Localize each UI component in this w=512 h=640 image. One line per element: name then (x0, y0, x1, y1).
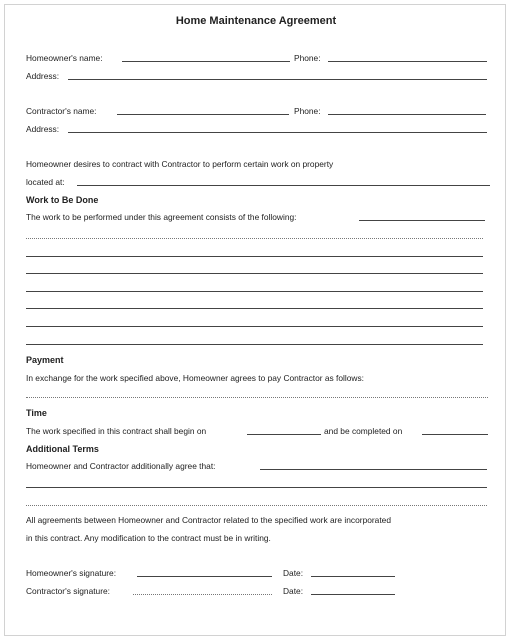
contractor-signature-field[interactable] (133, 594, 272, 595)
work-field-first-line[interactable] (359, 220, 485, 221)
work-line[interactable] (26, 273, 483, 274)
homeowner-address-field[interactable] (68, 79, 487, 80)
work-line[interactable] (26, 344, 483, 345)
contractor-address-label: Address: (26, 124, 60, 134)
additional-terms-line[interactable] (26, 505, 487, 506)
time-begin-text: The work specified in this contract shall begin on (26, 426, 207, 436)
contractor-phone-field[interactable] (328, 114, 486, 115)
contractor-phone-label: Phone: (294, 106, 321, 116)
additional-terms-text: Homeowner and Contractor additionally agree that: (26, 461, 216, 471)
contractor-signature-label: Contractor's signature: (26, 586, 110, 596)
payment-heading: Payment (26, 355, 64, 365)
contractor-date-label: Date: (283, 586, 304, 596)
homeowner-name-label: Homeowner's name: (26, 53, 103, 63)
completion-date-field[interactable] (422, 434, 488, 435)
additional-terms-heading: Additional Terms (26, 444, 99, 454)
closing-text-line-1: All agreements between Homeowner and Contractor related to the specified work are incorporated (26, 515, 391, 525)
homeowner-date-label: Date: (283, 568, 304, 578)
contractor-address-field[interactable] (68, 132, 487, 133)
time-complete-text: and be completed on (324, 426, 403, 436)
work-text: The work to be performed under this agreement consists of the following: (26, 212, 297, 222)
payment-text: In exchange for the work specified above, Homeowner agrees to pay Contractor as follows: (26, 373, 364, 383)
intro-text: Homeowner desires to contract with Contractor to perform certain work on property (26, 159, 334, 169)
work-line[interactable] (26, 308, 483, 309)
homeowner-signature-field[interactable] (137, 576, 272, 577)
homeowner-signature-label: Homeowner's signature: (26, 568, 117, 578)
start-date-field[interactable] (247, 434, 321, 435)
contractor-date-field[interactable] (311, 594, 395, 595)
located-at-label: located at: (26, 177, 65, 187)
closing-text-line-2: in this contract. Any modification to the contract must be in writing. (26, 533, 271, 543)
homeowner-phone-field[interactable] (328, 61, 487, 62)
contractor-name-field[interactable] (117, 114, 289, 115)
work-line[interactable] (26, 291, 483, 292)
payment-field[interactable] (26, 397, 488, 398)
homeowner-date-field[interactable] (311, 576, 395, 577)
work-line[interactable] (26, 256, 483, 257)
page-title: Home Maintenance Agreement (175, 15, 337, 27)
homeowner-name-field[interactable] (122, 61, 290, 62)
homeowner-phone-label: Phone: (294, 53, 321, 63)
work-line[interactable] (26, 238, 483, 239)
contractor-name-label: Contractor's name: (26, 106, 97, 116)
work-heading: Work to Be Done (26, 195, 99, 205)
work-line[interactable] (26, 326, 483, 327)
time-heading: Time (26, 408, 47, 418)
property-location-field[interactable] (77, 185, 490, 186)
additional-terms-field-first-line[interactable] (260, 469, 487, 470)
homeowner-address-label: Address: (26, 71, 60, 81)
additional-terms-line[interactable] (26, 487, 487, 488)
